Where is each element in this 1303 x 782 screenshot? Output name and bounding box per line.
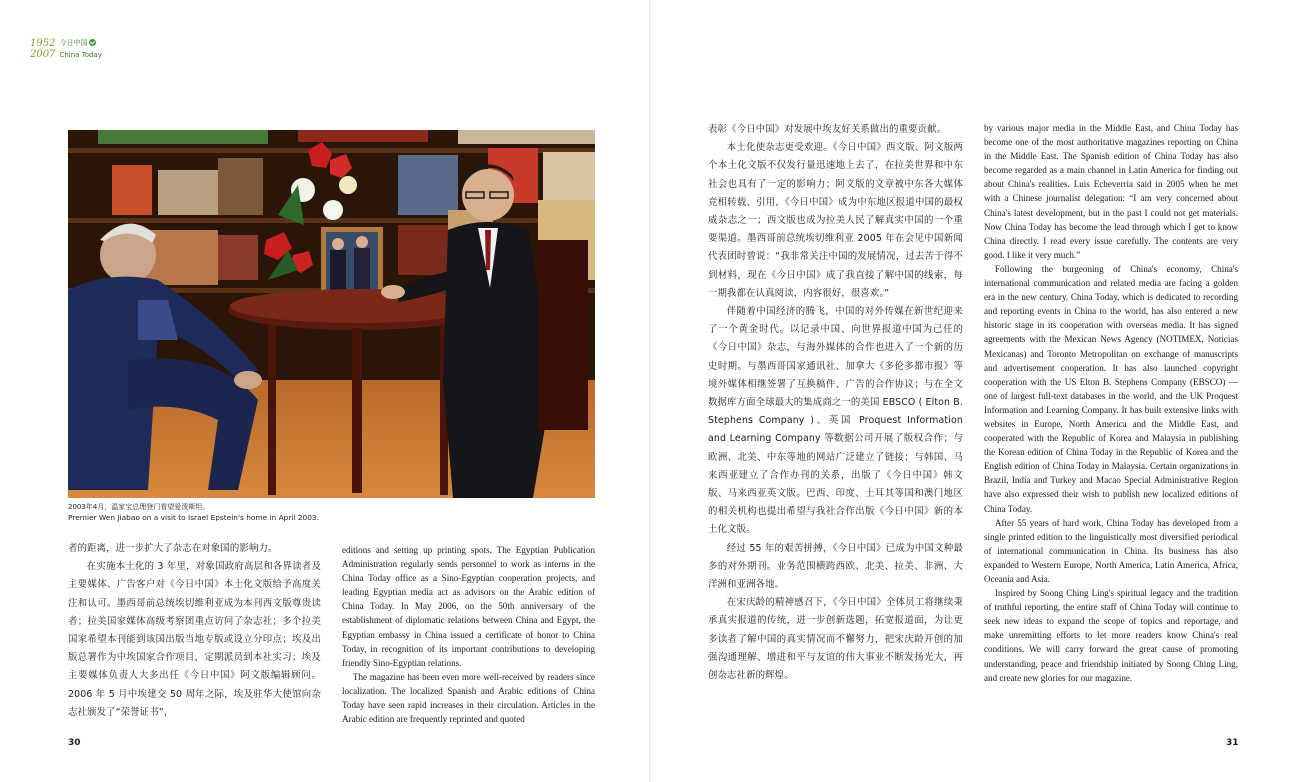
left-chinese-column <box>68 540 321 722</box>
paragraph: After 55 years of hard work, China Today has developed from a single printed edition to the linguistically most diversified periodical of international communication in China. Its business has also expanded to Western Europe, North America, Latin America, Africa, Oceania and Asia. <box>984 517 1238 584</box>
photo-caption <box>68 502 595 523</box>
page-gutter <box>649 0 651 782</box>
brand-year-start: 1952 <box>30 38 56 49</box>
brand-name-en: China Today <box>59 50 102 59</box>
left-english-column <box>342 543 595 726</box>
paragraph: 在实施本土化的 3 年里，对象国政府高层和各界读者及主要媒体、广告客户对《今日中国》本土化文版给予高度关注和认可。墨西哥前总统埃切维利亚成为本刊西文版尊贵读者；拉美国家媒体高级考察团重点访问了杂志社；多个拉美国家希望本刊能到该国出版当地专版或设立分印点；埃及出版总署作为中埃国家合作项目，定期派员到本社实习；埃及主要媒体负责人大多出任《今日中国》阿文版编辑顾问。2006 年 5 月中埃建交 50 周年之际，埃及驻华大使馆向杂志社颁发了“荣誉证书”， <box>68 561 321 718</box>
brand-year-end: 2007 <box>30 48 56 60</box>
paragraph: by various major media in the Middle East, and China Today has become one of the most authoritative magazines reporting on China in the Middle East. The Spanish edition of China Today has also become regarded as a main channel in Latin America for finding out about China's realities. Luis Echeverria said in 2005 when he met with a Chinese journalist delegation: “I am very concerned about China's latest development, but in the past I could not get materials. Now China Today has become the lead through which I get to know China directly. I read every issue carefully. The contents are very good. I like it very much.” <box>984 123 1238 260</box>
brand-name-cn: 今日中国 <box>59 38 88 47</box>
paragraph: 在宋庆龄的精神感召下，《今日中国》全体员工将继续秉承真实报道的传统，进一步创新选题，拓宽报道面，为让更多读者了解中国的真实情况而不懈努力，把宋庆龄开创的加强沟通理解、增进和平与友谊的伟大事业不断发扬光大，再创杂志社新的辉煌。 <box>708 597 963 682</box>
page-number-right: 31 <box>1226 738 1239 748</box>
caption-cn: 2003年4月，温家宝总理登门看望爱泼斯坦。 <box>68 503 210 511</box>
caption-en: Premier Wen Jiabao on a visit to Israel Epstein's home in April 2003. <box>68 513 319 522</box>
paragraph: Inspired by Soong Ching Ling's spiritual legacy and the tradition of truthful reporting, the entire staff of China Today will continue to seek new ideas to expand the scope of topics and reportage, and make unremitting efforts to let more readers know China's real conditions. We will carry forward the great cause of promoting understanding, peace and friendship initiated by Soong Ching Ling, and create new glories for our magazine. <box>984 588 1238 683</box>
paragraph: 伴随着中国经济的腾飞，中国的对外传媒在新世纪迎来了一个黄金时代。以记录中国、向世界报道中国为己任的《今日中国》杂志，与海外媒体的合作也进入了一个新的历史时期。与墨西哥国家通讯社、加拿大《多伦多都市报》等境外媒体相继签署了互换稿件、广告的合作协议；与在全文数据库方面全球最大的集成商之一的美国 EBSCO ( Elton B. Stephens Company )、英国 Proquest Information and Learning Company 等数据公司开展了版权合作；与欧洲、北美、中东等地的网站广泛建立了链接；与韩国、马来西亚建立了合作办刊的关系，出版了《今日中国》韩文版、马来西亚英文版。巴西、印度、土耳其等国和澳门地区的相关机构也提出希望与我社合作出版《今日中国》新的本土化文版。 <box>708 306 963 536</box>
paragraph: 经过 55 年的艰苦拼搏，《今日中国》已成为中国文种最多的对外期刊。业务范围横跨西欧、北美、拉美、非洲、大洋洲和亚洲各地。 <box>708 542 963 591</box>
photo-premier-visit <box>68 130 595 498</box>
paragraph: 者的距离，进一步扩大了杂志在对象国的影响力。 <box>68 543 278 554</box>
paragraph: 表彰《今日中国》对发展中埃友好关系做出的重要贡献。 <box>708 124 947 135</box>
check-badge-icon <box>89 39 96 46</box>
photo-illustration <box>68 130 595 498</box>
magazine-brand <box>30 39 102 60</box>
right-english-column <box>984 121 1238 685</box>
paragraph: editions and setting up printing spots. The Egyptian Publication Administration regularly sends personnel to work as interns in the China Today office as a Sino-Egyptian cooperation projects, and leading Egyptian media act as advisors on the Arabic edition of China Today. In May 2006, on the 50th anniversary of the establishment of diplomatic relations between China and Egypt, the Egyptian embassy in China issued a certificate of honor to China Today, in recognition of its important contributions to developing friendly Sino-Egyptian relations. <box>342 545 595 668</box>
paragraph: Following the burgeoning of China's economy, China's international communication and related media are facing a golden era in the new century. China Today, which is dedicated to recording and reporting events in China to the world, has also entered a new historic stage in its cooperation with overseas media. It has signed agreements with the Mexican News Agency (NOTIMEX, Noticias Mexicanas) and Toronto Metropolitan on exchange of manuscripts and advertisement cooperation. It has also launched copyright cooperation with the US Elton B. Stephens Company (EBSCO) — one of largest full-text databases in the world, and the UK Proquest Information and Learning Company. It has built extensive links with websites in Europe, North America and the Middle East, and cooperated with the Republic of Korea and Malaysia in publishing the Korean edition of China Today in the Republic of Korea and the English edition of China Today in Malaysia. Certain organizations in Brazil, India and Turkey and Macao Special Administrative Region have also expressed their wish to publish new localized editions of China Today. <box>984 263 1238 514</box>
page-number-left: 30 <box>68 738 81 748</box>
paragraph: The magazine has been even more well-received by readers since localization. The localized Spanish and Arabic editions of China Today have seen rapid increases in their circulation. Articles in the Arabic edition are frequently reprinted and quoted <box>342 671 595 725</box>
paragraph: 本土化使杂志更受欢迎。《今日中国》西文版、阿文版两个本土化文版不仅发行量迅速地上去了，在拉美世界和中东社会也具有了一定的影响力；阿文版的文章被中东各大媒体竞相转载、引用，《今日中国》成为中东地区报道中国的最权威杂志之一；西文版也成为拉美人民了解真实中国的一个重要渠道。墨西哥前总统埃切维利亚 2005 年在会见中国新闻代表团时曾说：“我非常关注中国的发展情况，过去苦于得不到材料，现在《今日中国》成了我直接了解中国的线索，每一期我都在认真阅读，内容很好，很喜欢。” <box>708 142 963 299</box>
right-chinese-column <box>708 121 963 685</box>
